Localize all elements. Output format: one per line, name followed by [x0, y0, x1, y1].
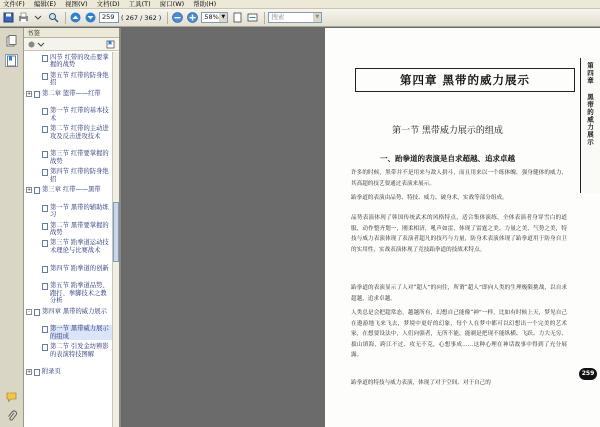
- bookmark-scrollbar[interactable]: [112, 52, 119, 427]
- bookmark-label: 第五节 红带的防身绝招: [50, 71, 109, 87]
- chevron-down-icon: ▼: [313, 13, 321, 22]
- subsection-title: 一、跆拳道的表演是自求超越、追求卓越: [380, 154, 515, 163]
- bookmark-icon: [42, 266, 48, 273]
- bookmark-label: 四节 红带的攻击要掌握的战势: [50, 54, 109, 69]
- zoom-in-icon: [187, 12, 198, 23]
- bookmark-icon: [34, 187, 40, 194]
- fit-page-icon: [232, 12, 243, 23]
- bookmark-item[interactable]: [34, 325, 112, 340]
- bookmark-icon: [42, 283, 48, 290]
- fit-page-button[interactable]: [231, 12, 243, 24]
- menu-bar: [0, 0, 600, 9]
- page-count-label: ( 267 / 362 ): [121, 13, 162, 22]
- comments-button[interactable]: [5, 390, 18, 403]
- panel-header: [24, 28, 119, 38]
- section-title: 第一节 黑带威力展示的组成: [392, 126, 503, 136]
- save-icon: [3, 12, 14, 23]
- toolbar-separator: [65, 12, 66, 24]
- bookmark-label: 第四章 黑带的威力展示: [42, 307, 107, 315]
- fit-width-icon: [247, 12, 258, 23]
- bookmark-label: 第三章 红带——黑带: [42, 186, 101, 193]
- bookmark-tree: [24, 52, 114, 427]
- bookmark-item[interactable]: [26, 368, 112, 376]
- side-tab-label: 第四章 黑带的威力展示: [586, 62, 594, 146]
- chevron-down-icon: [34, 12, 42, 23]
- next-page-button[interactable]: [84, 12, 96, 24]
- bookmark-icon: [42, 73, 48, 80]
- menu-window[interactable]: 窗口(W): [159, 0, 185, 8]
- bookmark-icon: [34, 309, 40, 316]
- bookmark-item[interactable]: [34, 150, 112, 165]
- zoom-out-button[interactable]: [171, 12, 183, 24]
- bookmark-label: 附录页: [42, 368, 61, 376]
- zoom-out-icon: [172, 12, 183, 23]
- bookmark-item[interactable]: [34, 343, 112, 358]
- bookmark-label: 第一节 黑带威力展示的组成: [50, 325, 112, 340]
- search-icon: [48, 12, 59, 23]
- bookmark-icon: [34, 91, 40, 98]
- zoom-in-button[interactable]: [186, 12, 198, 24]
- pages-button[interactable]: [5, 34, 18, 47]
- bookmark-label: 第三节 跆拳道运动技术理论与比赛战术: [50, 239, 109, 254]
- paragraph: 品势表演体现了韩国传统武术的风格特点，适合集体演练，全体表演者身穿雪白的道服，动作整齐划一，刚柔相济，吼声如雷，体现了雷霆之美、力量之美、气势之美，特技与威力表演体现了表演者超凡的技巧与力量，防身术表演体现了跆拳道用于防身自卫的实用性，实战表演体现了竞技跆拳道的技战术特点。: [351, 215, 567, 253]
- bookmark-item[interactable]: [34, 54, 112, 69]
- bookmark-item[interactable]: [34, 168, 112, 183]
- page-number-input[interactable]: 259: [99, 12, 119, 23]
- paperclip-icon: [6, 410, 18, 422]
- bookmark-item[interactable]: [34, 282, 112, 304]
- menu-file[interactable]: 文件(F): [3, 0, 25, 8]
- search-placeholder: 搜索: [271, 13, 285, 21]
- bookmark-label: 第五节 跆拳道品势、跑打、拳脚技术之教分析: [50, 282, 109, 305]
- bookmark-label: 第三节 红带要掌握的战势: [50, 150, 109, 165]
- bookmark-item[interactable]: [34, 222, 112, 237]
- arrow-up-icon: [70, 12, 81, 23]
- expand-toggle-icon[interactable]: -: [26, 309, 32, 315]
- menu-help[interactable]: 帮助(H): [193, 0, 217, 8]
- bookmark-label: 第二节 黑带要掌握的战势: [50, 221, 109, 236]
- dropdown-button[interactable]: [32, 12, 44, 24]
- chapter-title-box: [355, 68, 575, 92]
- bookmark-icon: [42, 55, 48, 62]
- bookmark-icon: [42, 169, 48, 176]
- paragraph: 跆拳道的表演由品势、特技、威力、破身术，实战等部分组成。: [351, 195, 508, 201]
- paragraph: 人类总是会把超常态，越越所有，幻想自己能像“神”一样，比如有时候上天，梦见自己在遨游地飞来飞去，梦境中更好的幻象，每个人在梦中都可以幻想出一个完美的艺术家，在想要设法中，人们向强者，无所不能，能剃是把现不能纵横、飞跃、力大无穷、拔山填海，跨江不过、攻无不克，心想事成……这种心理在神话故事中得到了充分展露。: [351, 310, 567, 359]
- fit-width-button[interactable]: [246, 12, 258, 24]
- bookmarks-button[interactable]: [5, 54, 18, 67]
- chapter-title: 第四章 黑带的威力展示: [399, 73, 530, 87]
- bookmark-icon: [42, 205, 48, 212]
- bookmark-item[interactable]: [26, 186, 112, 194]
- menu-tools[interactable]: 工具(T): [128, 0, 151, 8]
- bookmark-item[interactable]: [34, 107, 112, 122]
- page-number-badge: 259: [579, 368, 597, 380]
- chevron-down-icon: ▼: [219, 13, 227, 22]
- print-icon: [18, 12, 29, 23]
- bookmarks-panel: [24, 28, 121, 427]
- bookmark-item[interactable]: [34, 72, 112, 87]
- document-viewport[interactable]: [123, 28, 600, 427]
- toolbar-separator: [167, 12, 168, 24]
- scrollbar-thumb[interactable]: [113, 202, 119, 262]
- bookmark-item[interactable]: [34, 239, 112, 254]
- expand-toggle-icon[interactable]: +: [27, 187, 32, 193]
- bookmark-icon: [34, 369, 40, 376]
- bookmark-item[interactable]: [26, 90, 112, 98]
- bookmark-label: 第二节 引发金坊辨影的表演特技图解: [50, 343, 109, 358]
- paragraph: 跆拳道的特技与威力表演，体现了对于空间、对于自己的: [351, 380, 491, 386]
- toolbar-separator: [264, 12, 265, 24]
- menu-view[interactable]: 视图(V): [65, 0, 88, 8]
- bookmark-icon: [42, 223, 48, 230]
- bookmark-label: 第四节 红带的防身绝招: [50, 168, 109, 183]
- toolbar: [0, 9, 600, 27]
- bookmark-label: 第一节 黑带的辅助练习: [50, 203, 109, 219]
- expand-toggle-icon[interactable]: +: [27, 369, 32, 376]
- print-button[interactable]: [17, 12, 29, 24]
- zoom-select[interactable]: [201, 12, 228, 23]
- bookmark-icon: [42, 126, 48, 133]
- menu-document[interactable]: 文档(D): [96, 0, 120, 8]
- search-box[interactable]: [268, 12, 322, 23]
- new-bookmark-icon[interactable]: [106, 40, 115, 49]
- chevron-down-icon[interactable]: [37, 40, 45, 49]
- bookmark-item[interactable]: [26, 308, 112, 316]
- bookmark-icon: [42, 326, 48, 333]
- bookmark-item[interactable]: [34, 204, 112, 219]
- search-button[interactable]: [47, 12, 59, 24]
- comment-icon: [6, 391, 18, 403]
- bookmark-item[interactable]: [34, 125, 112, 140]
- chapter-side-tab: [580, 58, 600, 193]
- bookmark-icon: [42, 344, 48, 351]
- paragraph: 许多的时候，黑带并不是用来与敌人拼斗，而且用来以一个练体魄、强身健体的威力，其高超的技艺要通过表演来展示。: [351, 170, 567, 187]
- bookmark-icon: [6, 55, 17, 67]
- panel-title: 书签: [27, 29, 40, 37]
- pages-icon: [6, 35, 17, 47]
- paragraph: 跆拳道的表演显示了人对“超人”的向往，所谓“超人”即向人类的生理极限挑战，以自求超越，追求卓越。: [351, 285, 567, 302]
- navigation-strip: [0, 28, 24, 427]
- previous-page-button[interactable]: [69, 12, 81, 24]
- attachments-button[interactable]: [5, 409, 18, 422]
- bookmark-label: 第四节 跆拳道的创新: [50, 264, 109, 272]
- bookmark-item[interactable]: [34, 265, 112, 273]
- menu-edit[interactable]: 编辑(E): [33, 0, 56, 8]
- arrow-down-icon: [85, 12, 96, 23]
- bookmark-icon: [42, 108, 48, 115]
- options-icon[interactable]: [27, 40, 36, 49]
- bookmark-icon: [42, 240, 48, 247]
- bookmark-label: 第二章 篮带——红带: [42, 89, 101, 97]
- bookmark-label: 第二节 红带的主动进攻及反击进攻技术: [50, 125, 109, 140]
- bookmark-icon: [42, 151, 48, 158]
- bookmark-label: 第一节 红带的基本技术: [50, 107, 109, 122]
- zoom-value: 58%: [204, 13, 219, 21]
- panel-toolbar: [24, 38, 119, 51]
- pdf-page: [325, 28, 600, 427]
- expand-toggle-icon[interactable]: +: [27, 90, 32, 97]
- save-button[interactable]: [2, 12, 14, 24]
